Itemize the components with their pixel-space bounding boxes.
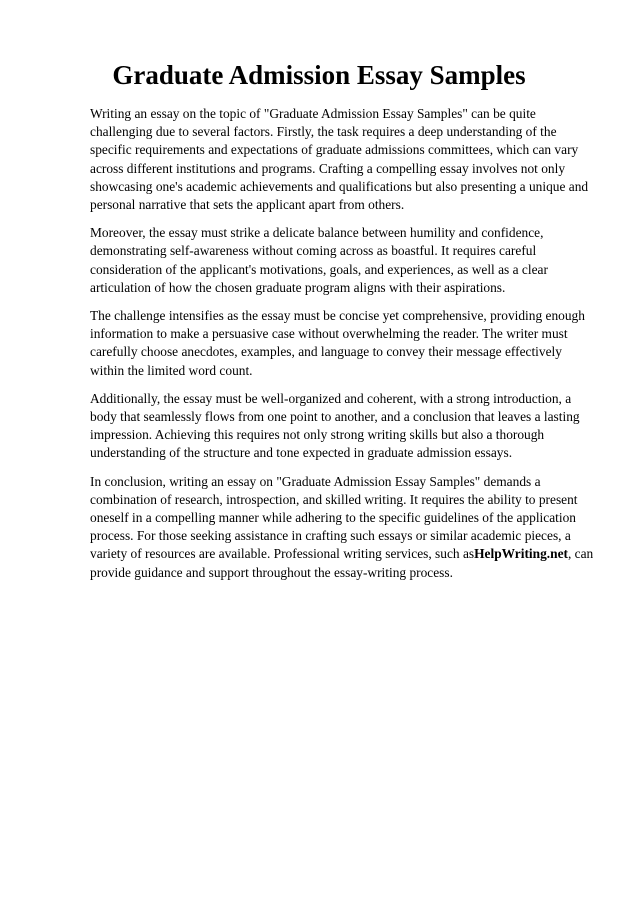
paragraph-1: Writing an essay on the topic of "Graduate Admission Essay Samples" can be quite challenging due to several factors. Firstly, the task requires a deep understanding of the specific requirements and expectations of graduate admissions committees, which can vary across different institutions and programs. Crafting a compelling essay involves not only showcasing one's academic achievements and qualifications but also presenting a unique and personal narrative that sets the applicant apart from others. bbox=[90, 106, 589, 213]
essay-body bbox=[90, 105, 598, 592]
paragraph-conclusion bbox=[90, 473, 598, 582]
page-title: Graduate Admission Essay Samples bbox=[112, 60, 526, 90]
brand-link[interactable]: HelpWriting.net bbox=[474, 546, 568, 562]
paragraph-3: The challenge intensifies as the essay must be concise yet comprehensive, providing enough information to make a persuasive case without overwhelming the reader. The writer must carefully choose anecdotes, examples, and language to convey their message effectively within the limited word count. bbox=[90, 308, 585, 378]
conclusion-tail: , can provide guidance and support throughout the essay-writing process. bbox=[90, 546, 594, 580]
paragraph-4: Additionally, the essay must be well-organized and coherent, with a strong introduction, a body that seamlessly flows from one point to another, and a conclusion that leaves a lasting impression. Achieving this requires not only strong writing skills but also a thorough understanding of the structure and tone expected in graduate admission essays. bbox=[90, 390, 580, 461]
conclusion-text: In conclusion, writing an essay on "Graduate Admission Essay Samples" demands a combination of research, introspection, and skilled writing. It requires the ability to present oneself in a compelling manner while adhering to the specific guidelines of the application process. For those seeking assistance in crafting such essays or similar academic pieces, a variety of resources are available. Professional writing services, such as bbox=[90, 473, 578, 562]
paragraph-2: Moreover, the essay must strike a delicate balance between humility and confidence, demonstrating self-awareness without coming across as boastful. It requires careful consideration of the applicant's motivations, goals, and experiences, as well as a clear articulation of how the chosen graduate program aligns with their aspirations. bbox=[90, 225, 548, 295]
